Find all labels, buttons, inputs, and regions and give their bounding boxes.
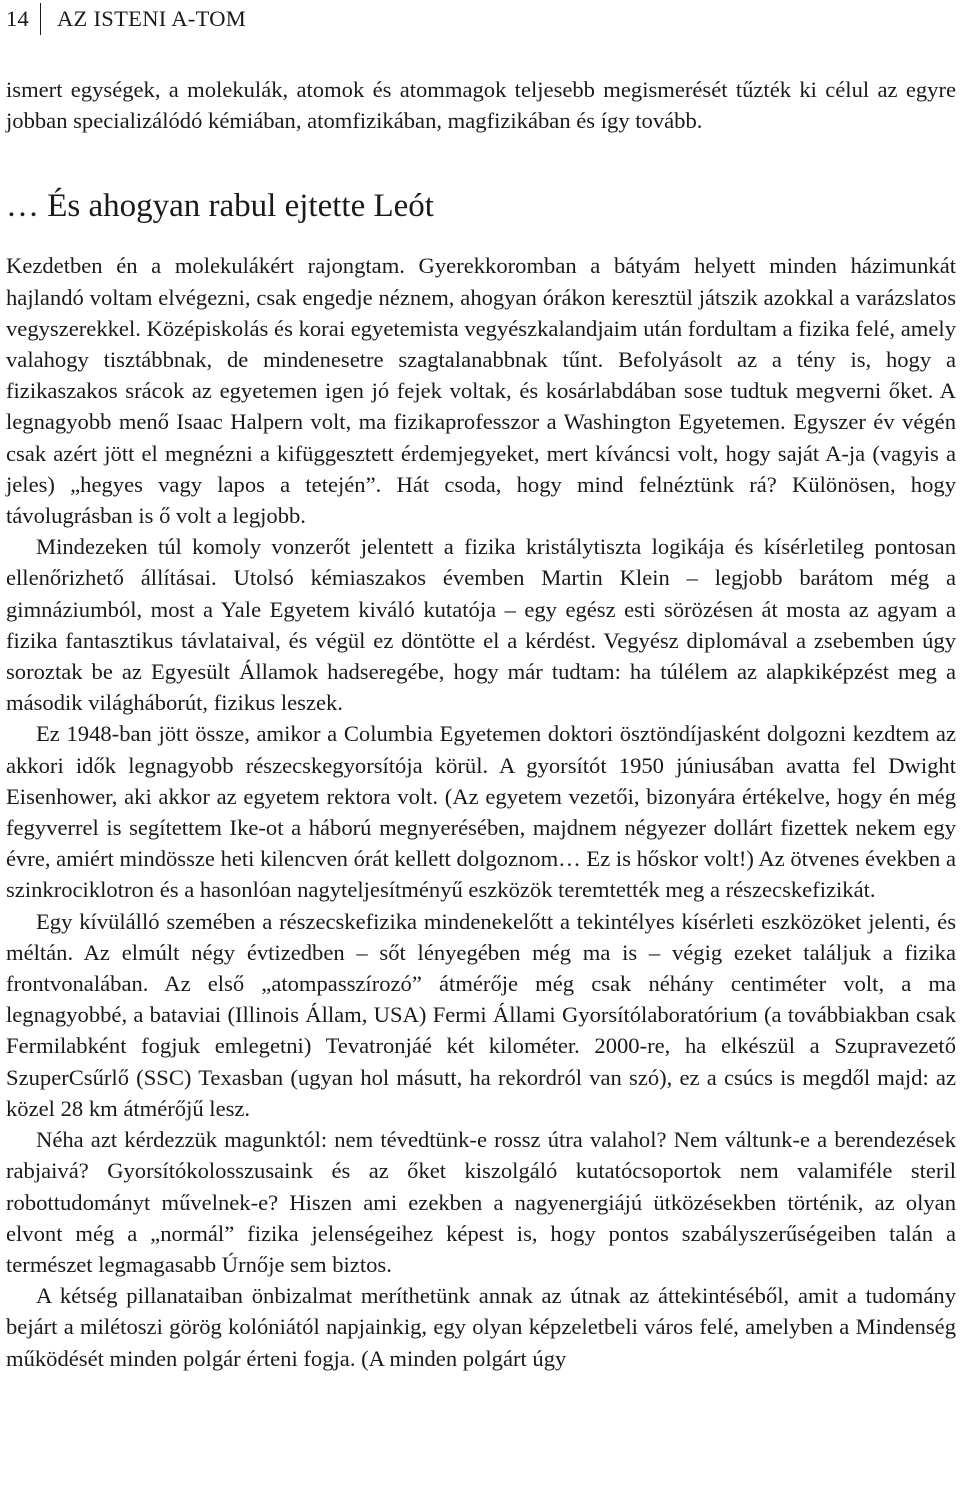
paragraph: Kezdetben én a molekulákért rajongtam. Gyerekkoromban a bátyám helyett minden házimunkát hajlandó voltam elvégezni, csak engedje néznem, ahogyan órákon keresztül játszik azokkal a varázslatos vegyszerekkel. Középiskolás és korai egyetemista vegyészkalandjaim után fordultam a fizika felé, amely valahogy tisztábbnak, de mindenesetre szagtalanabbnak tűnt. Befolyásolt az a tény is, hogy a fizikaszakos srácok az egyetemen igen jó fejek voltak, és kosárlabdában sose tudtuk megverni őket. A legnagyobb menő Isaac Halpern volt, ma fizikaprofesszor a Washington Egyetemen. Egyszer év végén csak azért jött el megnézni a kifüggesztett érdemjegyeket, mert kíváncsi volt, hogy saját A-ja (vagyis a jeles) „hegyes vagy lapos a tetején”. Hát csoda, hogy mind felnéztünk rá? Különösen, hogy távolugrásban is ő volt a legjobb. (6, 253, 956, 529)
page-content (6, 74, 956, 1374)
paragraph-continuation: ismert egységek, a molekulák, atomok és atommagok teljesebb megismerését tűzték ki célul az egyre jobban specializálódó kémiában, atomfizikában, magfizikában és így tovább. (6, 77, 956, 134)
chapter-title: AZ ISTENI A-TOM (57, 6, 247, 31)
page-number: 14 (6, 6, 30, 31)
section-heading: … És ahogyan rabul ejtette Leót (6, 188, 434, 225)
paragraph: Mindezeken túl komoly vonzerőt jelentett a fizika kristálytiszta logikája és kísérletileg pontosan ellenőrizhető állításai. Utolsó kémiaszakos évemben Martin Klein – legjobb barátom még a gimnáziumból, most a Yale Egyetem kiváló kutatója – egy egész esti sörözésen át mosta az agyam a fizika fantasztikus távlataival, és végül ez döntötte el a kérdést. Vegyész diplomával a zsebemben úgy soroztak be az Egyesült Államok hadseregébe, hogy már tudtam: ha túlélem az alapkiképzést meg a második világháborút, fizikus leszek. (6, 534, 956, 716)
paragraph: Néha azt kérdezzük magunktól: nem tévedtünk-e rossz útra valahol? Nem váltunk-e a berendezések rabjaivá? Gyorsítókolosszusaink és az őket kiszolgáló kutatócsoportok nem valamiféle steril robottudományt művelnek-e? Hiszen ami ezekben a nagyenergiájú ütközésekben történik, az olyan elvont még a „normál” fizika jelenségeihez képest is, hogy pontos szabályszerűségeiben talán a természet legmagasabb Úrnője sem biztos. (6, 1127, 956, 1277)
paragraph: Ez 1948-ban jött össze, amikor a Columbia Egyetemen doktori ösztöndíjasként dolgozni kezdtem az akkori idők legnagyobb részecskegyorsítója körül. A gyorsítót 1950 júniusában avatta fel Dwight Eisenhower, aki akkor az egyetem rektora volt. (Az egyetem vezetői, bizonyára értékelve, hogy én még fegyverrel is segítettem Ike-ot a háború megnyerésében, majdnem négyezer dollárt fizettek nekem egy évre, amiért mindössze heti kilencven órát kellett dolgoznom… Ez is hőskor volt!) Az ötvenes években a szinkrociklotron és a hasonlóan nagyteljesítményű eszközök teremtették meg a részecskefizikát. (6, 721, 956, 903)
paragraph-last: A kétség pillanataiban önbizalmat meríthetünk annak az útnak az áttekintéséből, amit a tudomány bejárt a milétoszi görög kolóniától napjainkig, egy olyan képzeletbeli város felé, amelyben a Mindenség működését minden polgár érteni fogja. (A minden polgárt úgy (6, 1283, 956, 1371)
header-divider (40, 3, 41, 35)
running-head (6, 0, 956, 38)
paragraph: Egy kívülálló szemében a részecskefizika mindenekelőtt a tekintélyes kísérleti eszközöket jelenti, és méltán. Az elmúlt négy évtizedben – sőt lényegében még ma is – végig ezeket találjuk a fizika frontvonalában. Az első „atompasszírozó” átmérője még csak néhány centiméter volt, a ma legnagyobbé, a bataviai (Illinois Állam, USA) Fermi Állami Gyorsítólaboratórium (a továbbiakban csak Fermilabként fogjuk emlegetni) Tevatronjáé két kilométer. 2000-re, ha elkészül a Szupravezető SzuperCsűrlő (SSC) Texasban (ugyan hol másutt, ha rekordról van szó), ez a csúcs is megdől majd: az közel 28 km átmérőjű lesz. (6, 908, 956, 1121)
book-page (6, 0, 956, 1374)
